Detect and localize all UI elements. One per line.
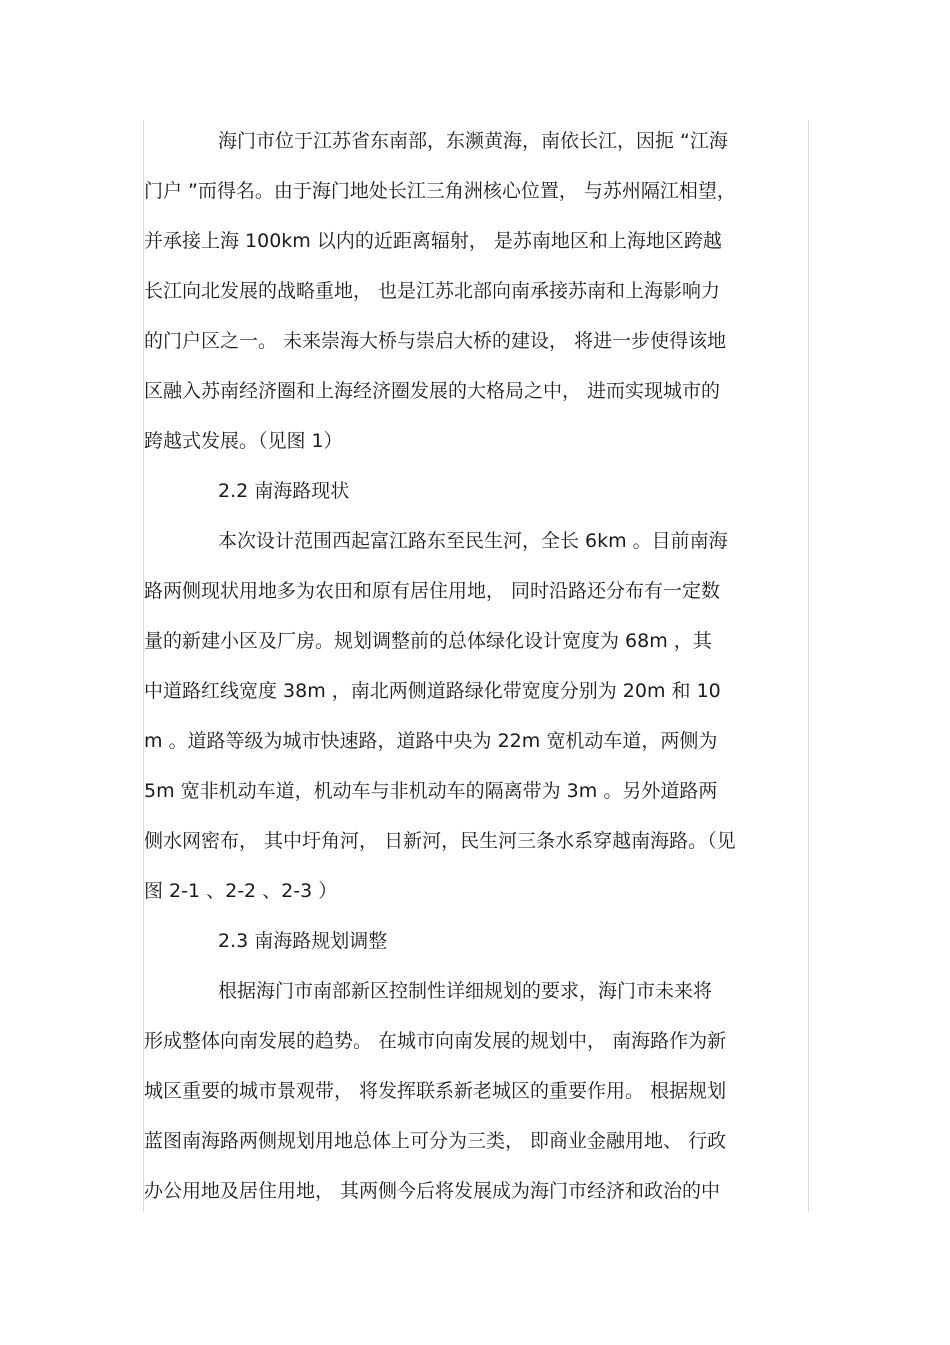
paragraph-line: 路两侧现状用地多为农田和原有居住用地， 同时沿路还分布有一定数 — [144, 580, 721, 602]
paragraph-line: 形成整体向南发展的趋势。 在城市向南发展的规划中， 南海路作为新 — [144, 1030, 727, 1052]
paragraph-line: 跨越式发展。（见图 1） — [144, 430, 343, 452]
paragraph-line: 的门户区之一。 未来崇海大桥与崇启大桥的建设， 将进一步使得该地 — [144, 330, 727, 352]
document-body — [144, 116, 806, 1216]
paragraph-line: 办公用地及居住用地， 其两侧今后将发展成为海门市经济和政治的中 — [144, 1180, 721, 1202]
paragraph-line: 海门市位于江苏省东南部，东濒黄海，南依长江，因扼 “江海 — [218, 130, 728, 152]
section-heading: 2.2 南海路现状 — [218, 480, 350, 502]
paragraph-line: 区融入苏南经济圈和上海经济圈发展的大格局之中， 进而实现城市的 — [144, 380, 721, 402]
paragraph-line: 图 2-1 、2-2 、2-3 ） — [144, 880, 338, 902]
paragraph-line: m 。道路等级为城市快速路，道路中央为 22m 宽机动车道，两侧为 — [144, 730, 718, 752]
paragraph-line: 根据海门市南部新区控制性详细规划的要求，海门市未来将 — [218, 980, 713, 1002]
paragraph-line: 量的新建小区及厂房。规划调整前的总体绿化设计宽度为 68m ，其 — [144, 630, 712, 652]
paragraph-line: 并承接上海 100km 以内的近距离辐射， 是苏南地区和上海地区跨越 — [144, 230, 722, 252]
paragraph-line: 本次设计范围西起富江路东至民生河，全长 6km 。目前南海 — [218, 530, 728, 552]
paragraph-line: 蓝图南海路两侧规划用地总体上可分为三类， 即商业金融用地、 行政 — [144, 1130, 727, 1152]
paragraph-line: 中道路红线宽度 38m ，南北两侧道路绿化带宽度分别为 20m 和 10 — [144, 680, 721, 702]
paragraph-line: 长江向北发展的战略重地， 也是江苏北部向南承接苏南和上海影响力 — [144, 280, 721, 302]
paragraph-line: 门户 ”而得名。由于海门地处长江三角洲核心位置， 与苏州隔江相望， — [144, 180, 736, 202]
paragraph-line: 城区重要的城市景观带， 将发挥联系新老城区的重要作用。 根据规划 — [144, 1080, 727, 1102]
section-heading: 2.3 南海路规划调整 — [218, 930, 388, 952]
paragraph-line: 5m 宽非机动车道，机动车与非机动车的隔离带为 3m 。另外道路两 — [144, 780, 718, 802]
paragraph-line: 侧水网密布， 其中圩角河， 日新河，民生河三条水系穿越南海路。（见 — [144, 830, 736, 852]
